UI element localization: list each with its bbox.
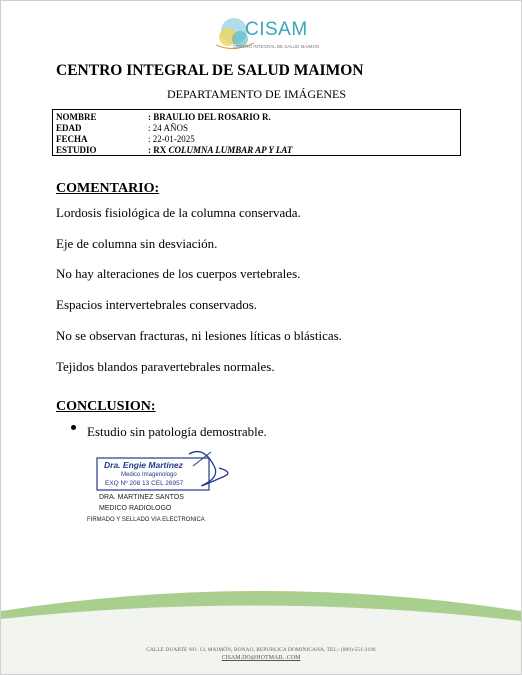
stamp-name: Dra. Engie Martinez — [104, 460, 183, 470]
footer-email-link[interactable]: CISAM.DO@HOTMAIL .COM — [221, 655, 301, 661]
patient-label: FECHA — [56, 134, 88, 144]
footer-address: CALLE DUARTE NO. 13, MAIMÓN, BONAO, REPUBLICA DOMINICANA, TEL.: (809)-551-2196 — [146, 647, 376, 653]
patient-value: : 24 AÑOS — [148, 123, 189, 133]
patient-value: : 22-01-2025 — [148, 134, 195, 144]
patient-info-box — [52, 109, 461, 156]
conclusion-item: Estudio sin patología demostrable. — [87, 424, 267, 439]
patient-label: ESTUDIO — [56, 145, 97, 155]
patient-row-age — [56, 123, 188, 133]
signer-role: MEDICO RADIOLOGO — [99, 505, 172, 512]
patient-label: NOMBRE — [56, 112, 97, 122]
patient-row-date — [56, 134, 195, 144]
comentario-line: No se observan fracturas, ni lesiones líticas o blásticas. — [56, 328, 342, 343]
study-prefix: : RX — [148, 145, 167, 155]
comentario-line: Lordosis fisiológica de la columna conservada. — [56, 205, 301, 220]
comentario-line: Tejidos blandos paravertebrales normales. — [56, 359, 275, 374]
bullet-icon — [71, 425, 76, 430]
patient-row-study — [56, 145, 292, 155]
stamp-role: Medico Imagenologo — [121, 472, 177, 478]
logo-text: CISAM — [245, 19, 308, 40]
patient-label: EDAD — [56, 123, 82, 133]
logo-subtitle: CENTRO INTEGRAL DE SALUD MAIMON — [233, 44, 320, 49]
signature-note: FIRMADO Y SELLADO VIA ELECTRONICA — [87, 517, 205, 523]
department-name: DEPARTAMENTO DE IMÁGENES — [167, 87, 346, 101]
conclusion-heading: CONCLUSION: — [56, 399, 156, 414]
comentario-line: Eje de columna sin desviación. — [56, 236, 218, 251]
comentario-line: Espacios intervertebrales conservados. — [56, 297, 258, 312]
stamp-license: EXQ Nº 208 13 CEL 26957 — [105, 480, 184, 487]
patient-row-name — [56, 112, 271, 122]
study-value: COLUMNA LUMBAR AP Y LAT — [168, 145, 293, 155]
comentario-line: No hay alteraciones de los cuerpos vertebrales. — [56, 266, 301, 281]
patient-value: : BRAULIO DEL ROSARIO R. — [148, 112, 271, 122]
document-title: CENTRO INTEGRAL DE SALUD MAIMON — [56, 62, 364, 79]
comentario-heading: COMENTARIO: — [56, 181, 160, 196]
signer-name: DRA. MARTINEZ SANTOS — [99, 494, 184, 501]
